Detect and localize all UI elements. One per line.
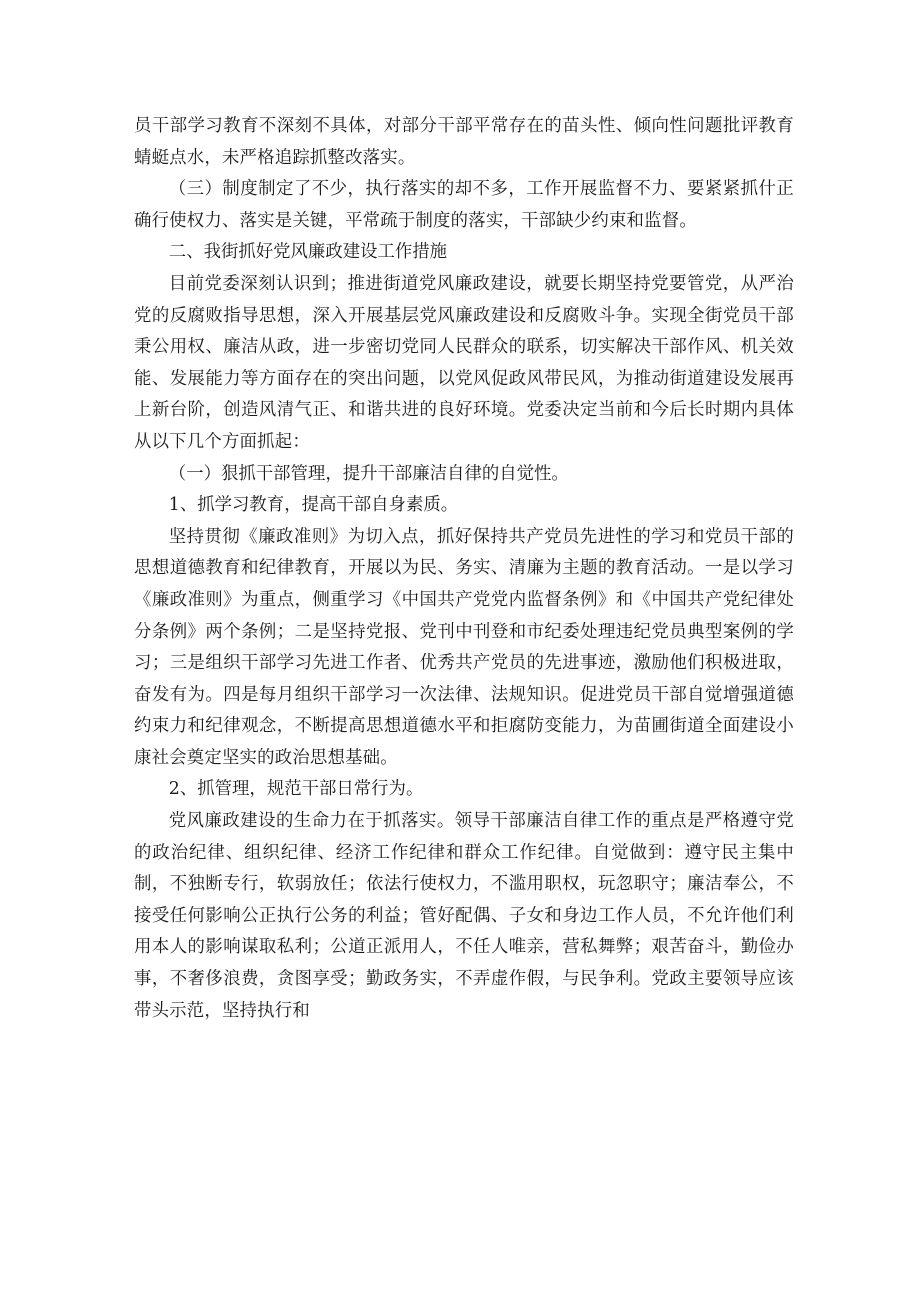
paragraph-continuation: 员干部学习教育不深刻不具体，对部分干部平常存在的苗头性、倾向性问题批评教育蜻蜓点水，未严格追踪抓整改落实。 — [134, 116, 794, 168]
subsection-heading: （一）狠抓干部管理，提升干部廉洁自律的自觉性。 — [168, 463, 569, 484]
document-body — [134, 111, 794, 1027]
paragraph-intro: 目前党委深刻认识到；推进街道党风廉政建设，就要长期坚持党要管党，从严治党的反腐败指导思想，深入开展基层党风廉政建设和反腐败斗争。实现全街党员干部秉公用权、廉洁从政，进一步密切党同人民群众的联系，切实解决干部作风、机关效能、发展能力等方面存在的突出问题，以党风促政风带民风，为推动街道建设发展再上新台阶，创造风清气正、和谐共进的良好环境。党委决定当前和今后长时期内具体从以下几个方面抓起： — [134, 273, 794, 452]
paragraph-management: 党风廉政建设的生命力在于抓落实。领导干部廉洁自律工作的重点是严格遵守党的政治纪律、组织纪律、经济工作纪律和群众工作纪律。自觉做到：遵守民主集中制，不独断专行，软弱放任；依法行使权力，不滥用职权，玩忽职守；廉洁奉公，不接受任何影响公正执行公务的利益；管好配偶、子女和身边工作人员，不允许他们利用本人的影响谋取私利；公道正派用人，不任人唯亲，营私舞弊；艰苦奋斗，勤俭办事，不奢侈浪费，贪图享受；勤政务实，不弄虚作假，与民争利。党政主要领导应该带头示范，坚持执行和 — [134, 811, 794, 1021]
paragraph-study: 坚持贯彻《廉政准则》为切入点，抓好保持共产党员先进性的学习和党员干部的思想道德教育和纪律教育，开展以为民、务实、清廉为主题的教育活动。一是以学习《廉政准则》为重点，侧重学习《中国共产党党内监督条例》和《中国共产党纪律处分条例》两个条例；二是坚持党报、党刊中刊登和市纪委处理违纪党员典型案例的学习；三是组织干部学习先进工作者、优秀共产党员的先进事迹，激励他们积极进取，奋发有为。四是每月组织干部学习一次法律、法规知识。促进党员干部自觉增强道德约束力和纪律观念，不断提高思想道德水平和拒腐防变能力，为苗圃街道全面建设小康社会奠定坚实的政治思想基础。 — [134, 526, 794, 768]
item-heading-management: 2、抓管理，规范干部日常行为。 — [168, 779, 424, 800]
paragraph-item-three: （三）制度制定了不少，执行落实的却不多，工作开展监督不力、要紧紧抓什正确行使权力、落实是关键，平常疏于制度的落实，干部缺少约束和监督。 — [134, 179, 794, 231]
section-heading: 二、我街抓好党风廉政建设工作措施 — [168, 242, 448, 263]
item-heading-study: 1、抓学习教育，提高干部自身素质。 — [168, 495, 459, 516]
